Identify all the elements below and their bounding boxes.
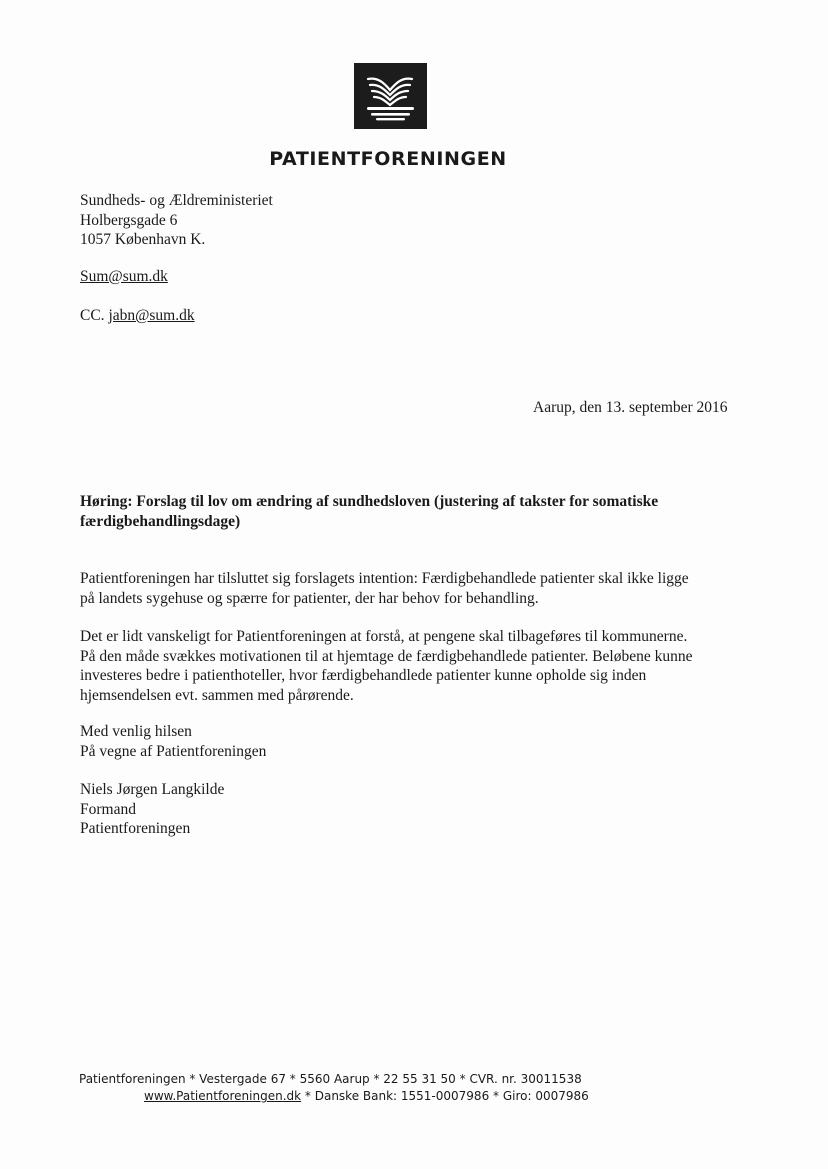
cc-email-row	[80, 306, 195, 326]
recipient-email-row	[80, 267, 168, 287]
footer-bank-line	[144, 1088, 589, 1105]
cc-email-link[interactable]: jabn@sum.dk	[108, 307, 195, 324]
signature-line: Niels Jørgen Langkilde	[80, 781, 225, 798]
wave-emblem-icon	[354, 63, 427, 129]
organization-name: PATIENTFORENINGEN	[269, 148, 507, 170]
footer-bank-details: * Danske Bank: 1551-0007986 * Giro: 0007986	[301, 1089, 589, 1103]
subject-line: Høring: Forslag til lov om ændring af sundhedsloven (justering af takster for somatiske	[80, 493, 659, 510]
recipient-address-line: Holbergsgade 6	[80, 211, 178, 229]
closing-line: På vegne af Patientforeningen	[80, 742, 267, 760]
body-paragraph-2	[80, 627, 693, 705]
body-paragraph-1	[80, 569, 689, 608]
cc-prefix: CC.	[80, 307, 105, 324]
recipient-email-link[interactable]: Sum@sum.dk	[80, 268, 168, 285]
subject-line: færdigbehandlingsdage)	[80, 512, 241, 530]
paragraph-line: På den måde svækkes motivationen til at hjemtage de færdigbehandlede patienter. Beløbene kunne	[80, 647, 693, 665]
recipient-address-line: Sundheds- og Ældreministeriet	[80, 192, 273, 209]
footer-website-link[interactable]: www.Patientforeningen.dk	[144, 1089, 302, 1103]
signature-line: Patientforeningen	[80, 820, 191, 837]
paragraph-line: hjemsendelsen evt. sammen med pårørende.	[80, 686, 354, 704]
paragraph-line: på landets sygehuse og spærre for patienter, der har behov for behandling.	[80, 589, 539, 607]
paragraph-line: investeres bedre i patienthoteller, hvor færdigbehandlede patienter kunne opholde sig inden	[80, 667, 647, 684]
letter-date: Aarup, den 13. september 2016	[533, 399, 728, 416]
paragraph-line: Patientforeningen har tilsluttet sig forslagets intention: Færdigbehandlede patienter skal ikke ligge	[80, 570, 689, 587]
recipient-address-line: 1057 København K.	[80, 231, 206, 248]
closing-line: Med venlig hilsen	[80, 723, 192, 740]
letter-signature	[80, 780, 224, 839]
letter-subject	[80, 492, 760, 531]
letter-closing	[80, 722, 266, 761]
signature-line: Formand	[80, 800, 136, 818]
organization-logo	[354, 63, 427, 129]
footer-contact-line: Patientforeningen * Vestergade 67 * 5560 Aarup * 22 55 31 50 * CVR. nr. 30011538	[79, 1072, 582, 1086]
recipient-address	[80, 191, 273, 250]
paragraph-line: Det er lidt vanskeligt for Patientforeningen at forstå, at pengene skal tilbageføres til kommunerne.	[80, 628, 688, 645]
